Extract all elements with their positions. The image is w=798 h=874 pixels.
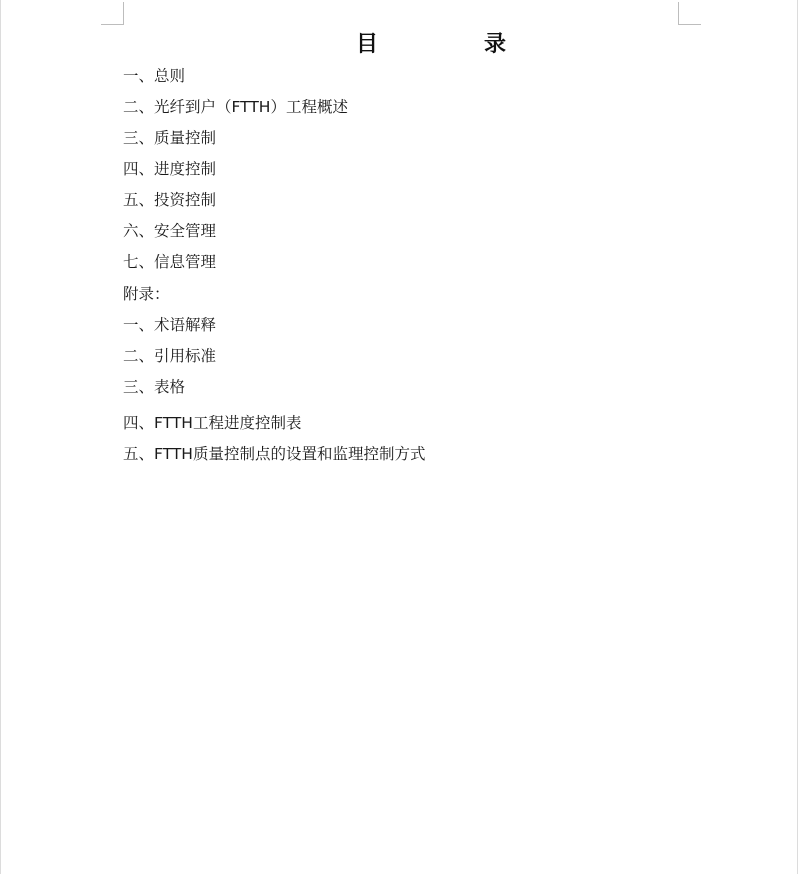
- toc-entry-general: 一、总则: [123, 67, 186, 85]
- toc-entry-schedule-table: 四、FTTH工程进度控制表: [123, 414, 302, 432]
- toc-entry-terminology: 一、术语解释: [123, 316, 217, 334]
- toc-appendix-heading: 附录：: [123, 285, 170, 303]
- toc-title: 目 录: [356, 31, 549, 57]
- toc-entry-quality-checkpoints: 五、FTTH质量控制点的设置和监理控制方式: [123, 445, 426, 463]
- toc-entry-info-management: 七、信息管理: [123, 253, 217, 271]
- toc-entry-tables: 三、表格: [123, 378, 186, 396]
- toc-entry-investment-control: 五、投资控制: [123, 191, 217, 209]
- toc-entry-safety-management: 六、安全管理: [123, 222, 217, 240]
- toc-entry-quality-control: 三、质量控制: [123, 129, 217, 147]
- toc-entry-schedule-control: 四、进度控制: [123, 160, 217, 178]
- margin-corner-top-left: [101, 2, 124, 25]
- toc-entry-referenced-standards: 二、引用标准: [123, 347, 217, 365]
- margin-corner-top-right: [678, 2, 701, 25]
- toc-entry-ftth-overview: 二、光纤到户（FTTH）工程概述: [123, 98, 348, 116]
